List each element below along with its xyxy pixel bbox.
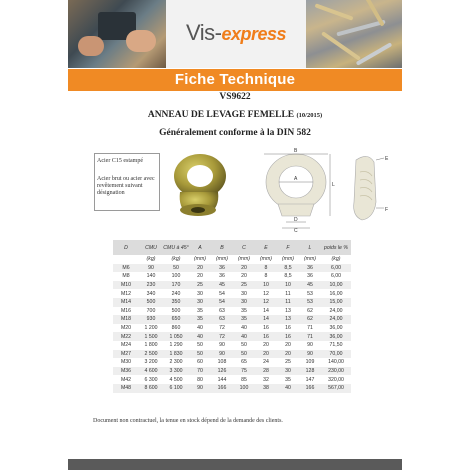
table-cell: 13 [277,307,299,316]
table-cell: 50 [233,341,255,350]
table-cell: 40 [277,384,299,393]
table-row [113,307,351,316]
unit-cell: (mm) [189,255,211,264]
table-cell: 567,00 [321,384,351,393]
table-cell: 240 [163,289,189,298]
table-cell: 60 [189,358,211,367]
table-cell: 40 [189,332,211,341]
table-cell: 50 [189,350,211,359]
table-cell: 54 [211,298,233,307]
material-line-1: Acier C15 estampé [97,158,143,164]
header [68,0,402,68]
table-cell: 30 [233,289,255,298]
table-cell: M16 [113,307,139,316]
table-cell: 140 [139,272,163,281]
table-cell: 14 [255,307,277,316]
table-cell: 35 [189,307,211,316]
table-cell: 140,00 [321,358,351,367]
table-body [113,255,351,393]
table-row [113,272,351,281]
table-cell: 16 [277,332,299,341]
table-row [113,350,351,359]
table-cell: 62 [299,315,321,324]
table-cell: 10,00 [321,281,351,290]
table-cell: 90 [299,350,321,359]
table-cell: 40 [233,324,255,333]
units-row [113,255,351,264]
table-cell: 166 [299,384,321,393]
logo-main: Vis [186,20,215,45]
table-row [113,264,351,273]
table-cell: 4 600 [139,367,163,376]
table-cell: 6,00 [321,272,351,281]
table-cell: 72 [211,332,233,341]
table-cell: 36 [211,264,233,273]
table-cell: 700 [139,307,163,316]
unit-cell: (mm) [299,255,321,264]
table-cell: 6 300 [139,375,163,384]
unit-cell: (mm) [255,255,277,264]
table-cell: 36,00 [321,332,351,341]
table-cell: 1 050 [163,332,189,341]
col-header: F [286,244,290,251]
table-cell: M24 [113,341,139,350]
table-cell: 90 [211,350,233,359]
table-cell: 20 [233,272,255,281]
table-cell: M48 [113,384,139,393]
table-cell: 13 [277,315,299,324]
table-cell: 45 [211,281,233,290]
product-name-note: (10/2015) [296,112,323,119]
table-cell: 8,5 [277,264,299,273]
table-cell: 1 500 [139,332,163,341]
table-cell: 6,00 [321,264,351,273]
table-cell: 930 [139,315,163,324]
table-row [113,384,351,393]
table-cell: 1 200 [139,324,163,333]
product-name-text: ANNEAU DE LEVAGE FEMELLE [147,110,295,120]
vis-express-logo [186,20,286,46]
table-cell: M30 [113,358,139,367]
table-cell: 109 [299,358,321,367]
table-row [113,298,351,307]
banner-title: Fiche Technique [174,71,296,88]
table-cell: 24,00 [321,315,351,324]
table-cell: 100 [233,384,255,393]
table-cell: 50 [163,264,189,273]
table-cell: 25 [233,281,255,290]
table-cell: 20 [277,341,299,350]
table-cell: 53 [299,289,321,298]
table-row [113,315,351,324]
col-header: L [308,244,312,251]
material-box [94,153,160,211]
label-d: D [294,217,298,223]
table-cell: 50 [233,350,255,359]
table-cell: 70,00 [321,350,351,359]
table-cell: 25 [277,358,299,367]
table-cell: 40 [189,324,211,333]
table-cell: 35 [277,375,299,384]
table-cell: M36 [113,367,139,376]
footnote: Document non contractuel, la tenue en stock dépend de la demande des clients. [93,418,283,424]
table-cell: M18 [113,315,139,324]
table-cell: 20 [255,341,277,350]
dimensions-table [113,240,351,393]
unit-cell: (kg) [139,255,163,264]
table-cell: 1 290 [163,341,189,350]
table-cell: 50 [189,341,211,350]
label-a: A [294,176,298,182]
table-cell: 35 [233,307,255,316]
table-cell: 16 [255,332,277,341]
label-c: C [294,228,298,232]
col-header: A [198,244,202,251]
table-cell: 70 [189,367,211,376]
table-cell: M14 [113,298,139,307]
table-cell: 16 [255,324,277,333]
table-cell: 230,00 [321,367,351,376]
unit-cell: (kg) [321,255,351,264]
table-cell: 90 [211,341,233,350]
unit-cell: (kg) [163,255,189,264]
table-cell: 2 500 [139,350,163,359]
table-cell: 71,50 [321,341,351,350]
table-cell: 65 [233,358,255,367]
table-cell: 25 [189,281,211,290]
table-cell: 75 [233,367,255,376]
label-e: E [385,156,389,162]
table-cell: 36,00 [321,324,351,333]
table-cell: 80 [189,375,211,384]
table-row [113,375,351,384]
table-cell: 340 [139,289,163,298]
table-cell: 20 [255,350,277,359]
table-cell: 500 [163,307,189,316]
table-cell: 500 [139,298,163,307]
footer-bar [68,459,402,470]
table-header-row [113,240,351,255]
col-header: CMU [145,244,157,251]
banner [68,69,402,91]
table-cell: 320,00 [321,375,351,384]
table-cell: 20 [277,350,299,359]
table-cell: 147 [299,375,321,384]
table-row [113,324,351,333]
table-cell: 230 [139,281,163,290]
table-cell: 30 [189,298,211,307]
table-cell: M27 [113,350,139,359]
table-cell: 40 [233,332,255,341]
label-l: L [332,182,335,188]
label-f: F [385,207,389,213]
table-cell: 35 [233,315,255,324]
table-cell: 16,00 [321,289,351,298]
technical-sheet-page [68,0,402,470]
screws-photo [306,0,402,68]
table-cell: 170 [163,281,189,290]
unit-cell: (mm) [277,255,299,264]
unit-cell [113,255,139,264]
table-cell: 10 [277,281,299,290]
technical-drawing [256,146,396,232]
table-cell: 8 [255,272,277,281]
table-cell: 144 [211,375,233,384]
table-cell: M20 [113,324,139,333]
table-cell: 90 [139,264,163,273]
table-cell: 8 [255,264,277,273]
table-cell: 53 [299,298,321,307]
table-cell: 63 [211,307,233,316]
table-cell: 6 100 [163,384,189,393]
table-cell: 90 [299,341,321,350]
table-row [113,281,351,290]
table-cell: 36 [299,264,321,273]
table-cell: 166 [211,384,233,393]
table-cell: 860 [163,324,189,333]
table-cell: 20 [189,264,211,273]
table-cell: 35 [189,315,211,324]
table-cell: 4 500 [163,375,189,384]
table-cell: 36 [299,272,321,281]
unit-cell: (mm) [211,255,233,264]
unit-cell: (mm) [233,255,255,264]
table-row [113,367,351,376]
table-cell: 126 [211,367,233,376]
table-cell: 650 [163,315,189,324]
table-cell: 1 800 [139,341,163,350]
table-cell: 71 [299,332,321,341]
table-cell: 20 [189,272,211,281]
table-cell: 71 [299,324,321,333]
table-cell: 62 [299,307,321,316]
table-row [113,358,351,367]
logo-dash: - [214,20,222,45]
col-header: CMU à 45° [163,244,189,251]
table-cell: 10 [255,281,277,290]
table-cell: 8 600 [139,384,163,393]
table-cell: M6 [113,264,139,273]
standard-text: Généralement conforme à la DIN 582 [159,128,311,138]
table-cell: M10 [113,281,139,290]
table-cell: 28 [255,367,277,376]
col-header: E [264,244,268,251]
table-cell: 32 [255,375,277,384]
col-header: poids le % [324,244,348,251]
table-row [113,341,351,350]
table-cell: 24 [255,358,277,367]
table-cell: M12 [113,289,139,298]
table-cell: 100 [163,272,189,281]
table-cell: M8 [113,272,139,281]
table-cell: 12 [255,298,277,307]
logo-accent: express [221,24,287,44]
table-cell: 54 [211,289,233,298]
table-cell: 128 [299,367,321,376]
table-cell: 24,00 [321,307,351,316]
col-header: C [242,244,246,251]
table-cell: 30 [189,289,211,298]
table-cell: 3 200 [139,358,163,367]
table-row [113,332,351,341]
label-b: B [294,148,298,154]
table-cell: 12 [255,289,277,298]
table-cell: 63 [211,315,233,324]
table-cell: 38 [255,384,277,393]
table-cell: 16 [277,324,299,333]
table-cell: 45 [299,281,321,290]
table-cell: 2 300 [163,358,189,367]
product-name [68,110,402,120]
col-header: B [220,244,224,251]
material-line-2: Acier brut ou acier avec revêtement suivant désignation [97,176,155,196]
table-cell: 1 830 [163,350,189,359]
table-cell: 30 [277,367,299,376]
col-header: D [124,244,128,251]
eye-nut-photo [158,148,234,220]
table-cell: 8,5 [277,272,299,281]
table-row [113,289,351,298]
table-cell: 85 [233,375,255,384]
table-cell: 350 [163,298,189,307]
table-cell: 36 [211,272,233,281]
table-cell: M22 [113,332,139,341]
table-cell: 72 [211,324,233,333]
table-cell: 3 300 [163,367,189,376]
table-cell: 20 [233,264,255,273]
table-cell: 11 [277,289,299,298]
table-cell: 30 [233,298,255,307]
table-cell: M42 [113,375,139,384]
tools-photo [68,0,166,68]
table-cell: 108 [211,358,233,367]
product-reference: VS9622 [219,92,251,102]
table-cell: 14 [255,315,277,324]
table-cell: 11 [277,298,299,307]
table-cell: 90 [189,384,211,393]
table-cell: 15,00 [321,298,351,307]
